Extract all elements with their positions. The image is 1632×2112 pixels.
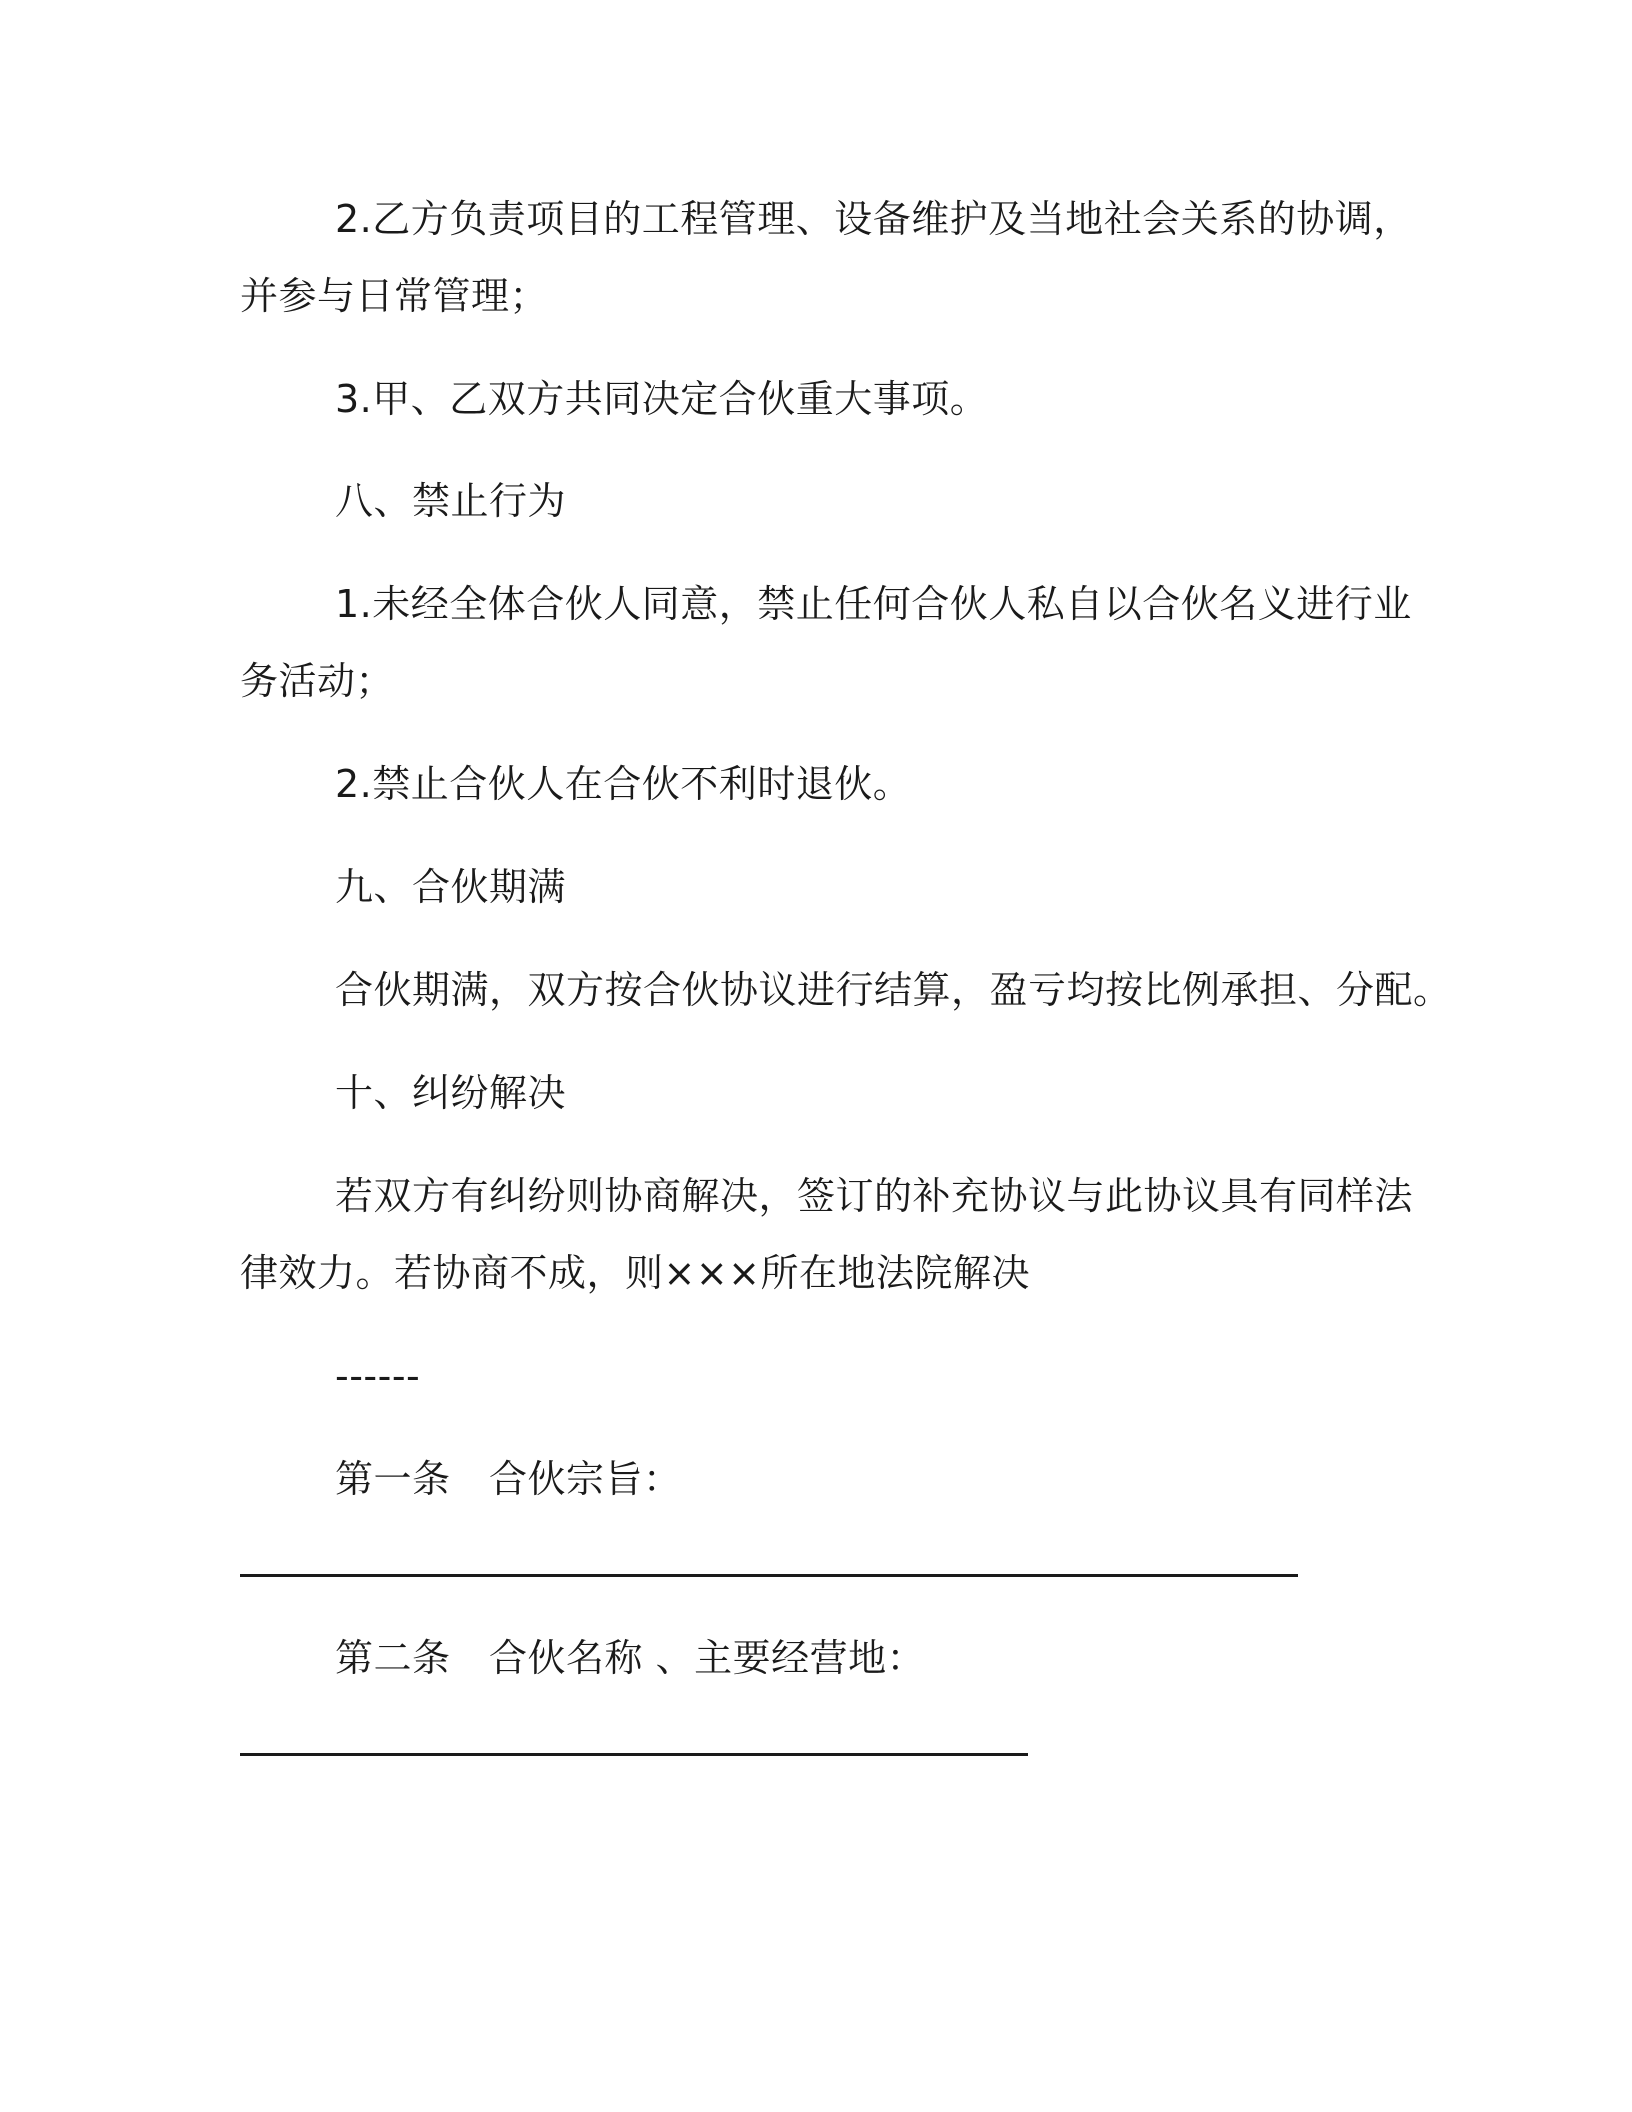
clause-7-item-3: 3.甲、乙双方共同决定合伙重大事项。 bbox=[335, 377, 989, 421]
clause-8-item-2: 2.禁止合伙人在合伙不利时退伙。 bbox=[335, 762, 912, 806]
article-2-heading: 第二条 合伙名称 、主要经营地： bbox=[335, 1636, 926, 1680]
article-2-blank-line bbox=[240, 1753, 1028, 1756]
clause-7-item-2-line-1: 2.乙方负责项目的工程管理、设备维护及当地社会关系的协调， bbox=[335, 197, 1412, 241]
section-heading-9: 九、合伙期满 bbox=[335, 865, 567, 909]
section-heading-8: 八、禁止行为 bbox=[335, 479, 567, 523]
clause-8-item-1-line-1: 1.未经全体合伙人同意，禁止任何合伙人私自以合伙名义进行业 bbox=[335, 582, 1412, 626]
clause-10-line-1: 若双方有纠纷则协商解决，签订的补充协议与此协议具有同样法 bbox=[335, 1174, 1414, 1218]
clause-10-line-2: 律效力。若协商不成，则×××所在地法院解决 bbox=[240, 1251, 1031, 1295]
section-separator: ------ bbox=[335, 1354, 421, 1398]
article-1-heading: 第一条 合伙宗旨： bbox=[335, 1457, 682, 1501]
article-1-blank-line bbox=[240, 1574, 1298, 1577]
clause-8-item-1-line-2: 务活动； bbox=[240, 659, 395, 703]
clause-7-item-2-line-2: 并参与日常管理； bbox=[240, 274, 549, 318]
clause-9-text: 合伙期满，双方按合伙协议进行结算，盈亏均按比例承担、分配。 bbox=[335, 968, 1452, 1012]
section-heading-10: 十、纠纷解决 bbox=[335, 1071, 567, 1115]
